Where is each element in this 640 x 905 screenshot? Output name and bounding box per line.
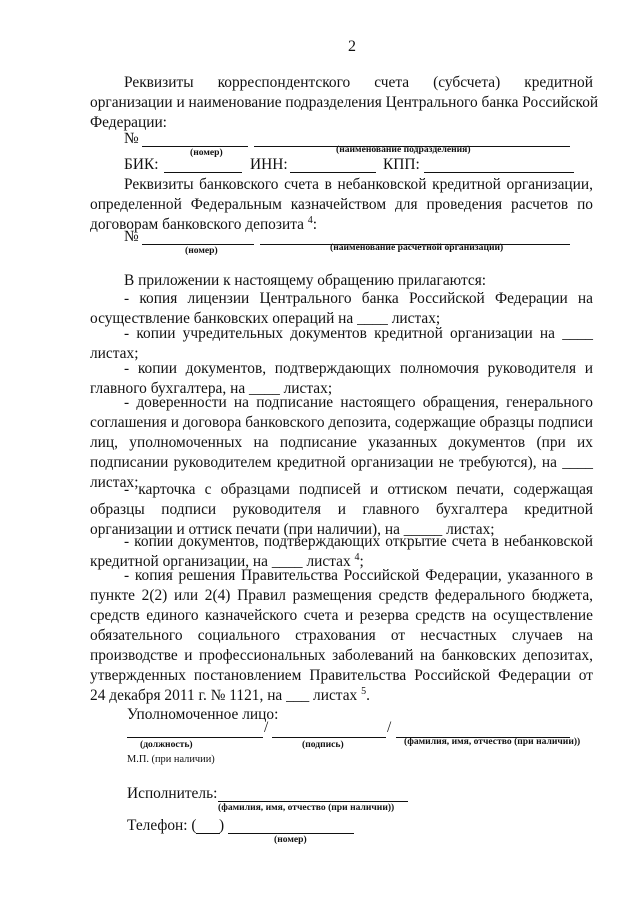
text-line: соглашения и договора банковского депозита, содержащие образцы подписи	[90, 414, 593, 431]
inn-label: ИНН:	[250, 156, 288, 173]
kpp-label: КПП:	[383, 156, 420, 173]
text-line: 24 декабря 2011 г. № 1121, на ___ листах $^5$.	[90, 685, 370, 704]
text-line: лиц, уполномоченных на подписание указанных документов (при их	[90, 434, 593, 451]
nonbank-account-paragraph	[90, 175, 593, 235]
text-line: - копии документов, подтверждающих полномочия руководителя и	[124, 360, 593, 377]
caption-signature: (подпись)	[302, 739, 344, 750]
kpp-line	[424, 172, 574, 173]
phone-code-line	[196, 833, 220, 834]
caption-number: (номер)	[190, 147, 223, 158]
text-line: осуществление банковских операций на ____ листах;	[90, 310, 441, 327]
attachment-charter	[90, 324, 593, 364]
caption-settlement-org: (наименование расчетной организации)	[330, 242, 504, 253]
bik-line	[164, 172, 242, 173]
text-line: пункте 2(2) или 2(4) Правил размещения средств федерального бюджета,	[90, 587, 593, 604]
slash: /	[264, 719, 269, 736]
text-line: - доверенности на подписание настоящего обращения, генерального	[124, 394, 593, 411]
text-line: подписании руководителем кредитной организации не требуются), на ____	[90, 454, 593, 471]
attachments-intro: В приложении к настоящему обращению прилагаются:	[124, 272, 487, 289]
caption-phone-number: (номер)	[274, 834, 307, 845]
caption-executor-fio: (фамилия, имя, отчество (при наличии))	[218, 802, 395, 813]
signature-line	[272, 737, 386, 738]
text-line: кредитной организации, на ____ листах $^4$;	[90, 551, 364, 570]
text-line: Реквизиты корреспондентского счета (субсчета) кредитной	[124, 74, 593, 91]
executor-label: Исполнитель:	[127, 785, 218, 802]
text-line: обязательного социального страхования от несчастных случаев на	[90, 627, 593, 644]
inn-line	[290, 172, 376, 173]
attachment-license	[90, 289, 593, 329]
attachment-government-decision	[90, 566, 593, 706]
text-line: листах;	[90, 345, 139, 362]
number-sign: №	[124, 130, 139, 147]
text-line: - карточка с образцами подписей и оттиском печати, содержащая	[124, 481, 593, 498]
phone-paren-close: )	[219, 817, 225, 834]
text-line: организации и оттиск печати (при наличии), на _____ листах;	[90, 521, 495, 538]
text-line: производстве и профессиональных заболеваний на банковских депозитах,	[90, 647, 593, 664]
bik-label: БИК:	[124, 156, 159, 173]
phone-label: Телефон: (	[127, 817, 197, 834]
footnote-mark: 5	[361, 685, 367, 697]
text-line: договорам банковского депозита $^4$:	[90, 214, 318, 233]
footnote-mark: 4	[307, 214, 313, 226]
text-line: - копия решения Правительства Российской Федерации, указанного в	[124, 567, 593, 584]
text-line: листах;	[90, 474, 139, 491]
text-line: утвержденных постановлением Правительства Российской Федерации от	[90, 667, 593, 684]
attachment-signature-card	[90, 480, 593, 540]
corr-account-paragraph	[90, 73, 599, 133]
attachment-power-of-attorney	[90, 393, 593, 493]
footnote-mark: 4	[354, 551, 360, 563]
text-line: Федерации:	[90, 114, 167, 131]
position-line	[127, 737, 263, 738]
caption-division: (наименование подразделения)	[336, 144, 471, 155]
text-line: организации и наименование подразделения Центрального банка Российской	[90, 94, 599, 111]
authorized-person-label: Уполномоченное лицо:	[127, 706, 279, 723]
page-number: 2	[348, 38, 356, 55]
text-line: - копия лицензии Центрального банка Российской Федерации на	[124, 290, 593, 307]
caption-number: (номер)	[185, 245, 218, 256]
caption-fio: (фамилия, имя, отчество (при наличии))	[404, 736, 581, 747]
text-line: образцы подписи руководителя и главного бухгалтера кредитной	[90, 501, 593, 518]
text-line: - копии документов, подтверждающих открытие счета в небанковской	[124, 533, 593, 550]
text-line: средств единого казначейского счета и резерва средств на осуществление	[90, 607, 593, 624]
number-sign: №	[124, 228, 139, 245]
text-line: Реквизиты банковского счета в небанковской кредитной организации,	[124, 176, 593, 193]
text-line: главного бухгалтера, на ____ листах;	[90, 380, 333, 397]
stamp-place: М.П. (при наличии)	[127, 754, 215, 765]
text-line: - копии учредительных документов кредитной организации на ____	[124, 325, 593, 342]
caption-position: (должность)	[140, 739, 193, 750]
slash: /	[387, 719, 392, 736]
text-line: определенной Федеральным казначейством для проведения расчетов по	[90, 196, 593, 213]
